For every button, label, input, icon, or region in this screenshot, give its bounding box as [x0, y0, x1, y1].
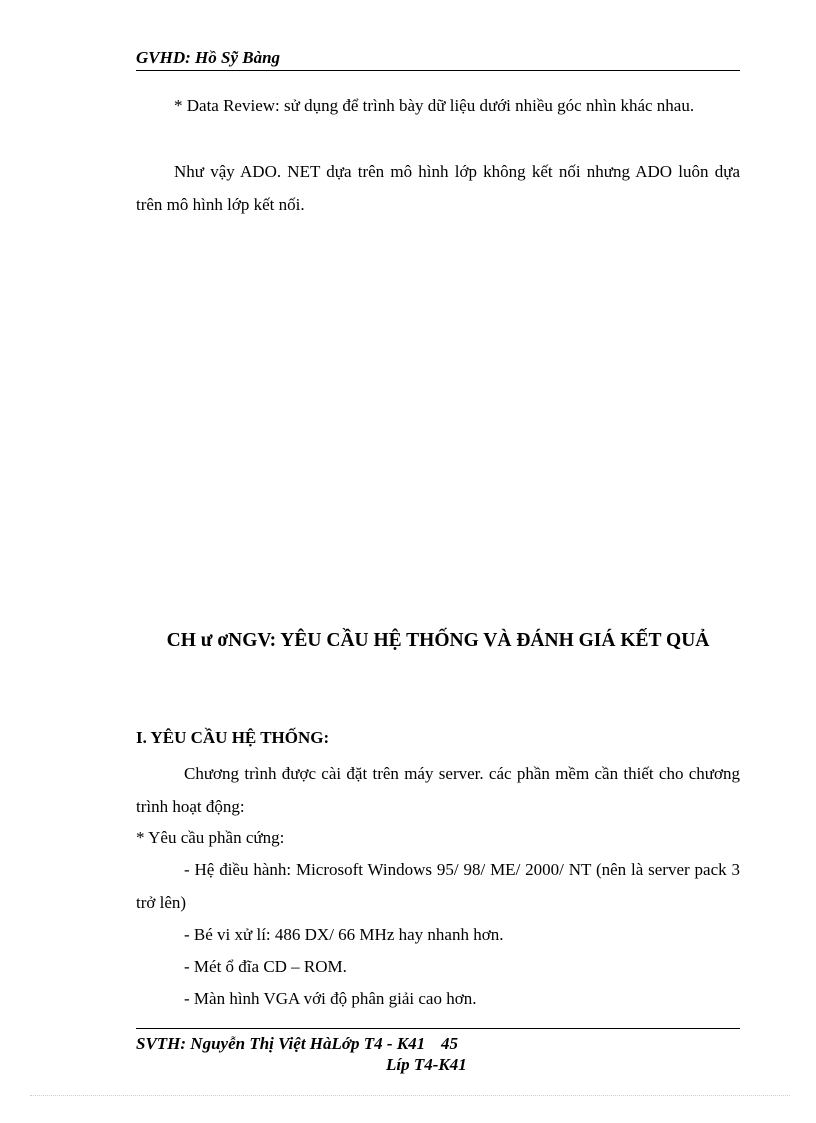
- os-requirement-item: - Hệ điều hành: Microsoft Windows 95/ 98/ ME/ 2000/ NT (nên là server pack 3 trở lên): [136, 860, 740, 912]
- hardware-label: * Yêu cầu phần cứng:: [136, 828, 285, 847]
- footer-rule: [136, 1028, 740, 1029]
- footer-student: [136, 1034, 458, 1054]
- chapter-title: CH ư ơNGV: YÊU CẦU HỆ THỐNG VÀ ĐÁNH GIÁ KẾT QUẢ: [166, 630, 710, 651]
- section-heading: I. YÊU CẦU HỆ THỐNG:: [136, 728, 330, 747]
- conclusion-paragraph: Như vậy ADO. NET dựa trên mô hình lớp không kết nối nhưng ADO luôn dựa trên mô hình lớp kết nối.: [136, 162, 740, 214]
- data-review-paragraph: * Data Review: sử dụng để trình bày dữ liệu dưới nhiều góc nhìn khác nhau.: [174, 96, 695, 115]
- footer-student-text: SVTH: Nguyễn Thị Việt HàLớp T4 - K41: [136, 1034, 426, 1053]
- footer-class: Líp T4-K41: [386, 1055, 467, 1074]
- page-header: GVHD: Hồ Sỹ Bàng: [136, 48, 740, 71]
- cdrom-requirement-item: - Mét ổ đĩa CD – ROM.: [184, 957, 347, 976]
- section-intro-paragraph: Chương trình được cài đặt trên máy server. các phần mềm cần thiết cho chương trình hoạt động:: [136, 764, 740, 816]
- monitor-requirement-item: - Màn hình VGA với độ phân giải cao hơn.: [184, 989, 477, 1008]
- cpu-requirement-item: - Bé vi xử lí: 486 DX/ 66 MHz hay nhanh hơn.: [184, 925, 504, 944]
- page-edge-divider: [30, 1095, 790, 1096]
- page-number: 45: [441, 1034, 458, 1053]
